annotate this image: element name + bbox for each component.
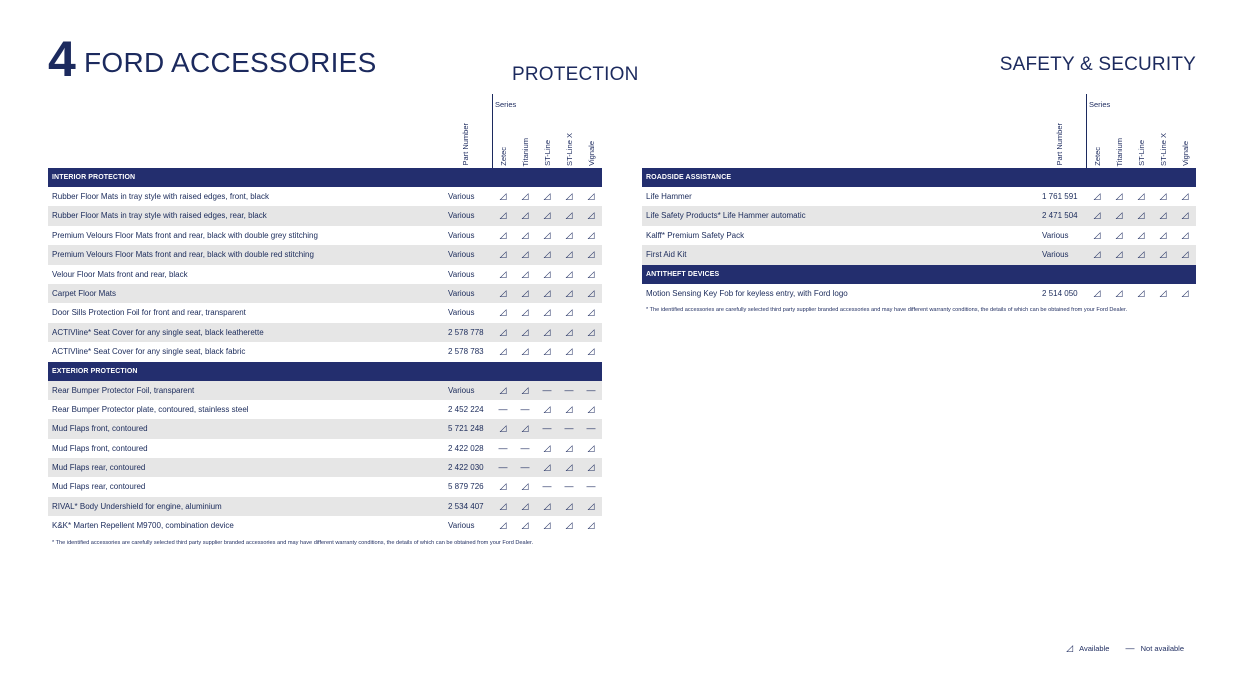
table-row [48, 342, 602, 361]
not-available-icon: — [1125, 643, 1135, 653]
available-icon: ◿ [565, 268, 573, 279]
table-row [48, 206, 602, 225]
available-icon: ◿ [587, 346, 595, 357]
available-icon: ◿ [1093, 229, 1101, 240]
not-available-icon: — [586, 423, 596, 434]
available-icon: ◿ [499, 346, 507, 357]
available-icon: ◿ [565, 500, 573, 511]
column-header: ST-Line [543, 140, 552, 166]
available-icon: ◿ [521, 520, 529, 531]
column-header: Vignale [587, 141, 596, 166]
not-available-icon: — [520, 442, 530, 453]
available-icon: ◿ [1093, 210, 1101, 221]
available-icon: ◿ [1093, 249, 1101, 260]
section-number: 4 [48, 31, 76, 87]
available-icon: ◿ [521, 326, 529, 337]
available-icon: ◿ [543, 500, 551, 511]
available-icon: ◿ [587, 210, 595, 221]
row-description: Mud Flaps rear, contoured [52, 482, 146, 492]
not-available-icon: — [520, 403, 530, 414]
column-header: Vignale [1181, 141, 1190, 166]
not-available-icon: — [498, 403, 508, 414]
available-icon: ◿ [587, 268, 595, 279]
table-header [642, 94, 1196, 168]
available-icon: ◿ [1181, 191, 1189, 201]
column-header: ST-Line X [1159, 133, 1168, 166]
row-part-number: 5 721 248 [448, 424, 484, 434]
row-description: Mud Flaps rear, contoured [52, 463, 146, 473]
available-icon: ◿ [1181, 229, 1189, 240]
column-header: Part Number [461, 123, 470, 166]
row-description: Mud Flaps front, contoured [52, 424, 148, 434]
row-part-number: Various [448, 269, 475, 279]
series-divider [1086, 94, 1087, 168]
legend [1062, 643, 1184, 654]
available-icon: ◿ [1066, 643, 1074, 653]
available-icon: ◿ [1115, 229, 1123, 240]
table-row [48, 245, 602, 264]
table-row [642, 187, 1196, 206]
available-icon: ◿ [499, 423, 507, 434]
available-icon: ◿ [587, 500, 595, 511]
available-icon: ◿ [543, 249, 551, 260]
available-icon: ◿ [521, 500, 529, 511]
available-icon: ◿ [543, 346, 551, 357]
table-row [642, 284, 1196, 303]
safety-security-title: SAFETY & SECURITY [999, 54, 1196, 75]
available-icon: ◿ [543, 268, 551, 279]
available-icon: ◿ [1137, 210, 1145, 221]
not-available-icon: — [564, 481, 574, 492]
available-icon: ◿ [499, 268, 507, 279]
row-description: K&K* Marten Repellent M9700, combination device [52, 521, 234, 531]
available-icon: ◿ [543, 191, 551, 201]
row-part-number: Various [448, 521, 475, 531]
available-icon: ◿ [565, 191, 573, 201]
available-icon: ◿ [521, 287, 529, 298]
column-header: ST-Line X [565, 133, 574, 166]
row-part-number: Various [448, 288, 475, 298]
category-header: INTERIOR PROTECTION [48, 168, 602, 187]
row-description: Rear Bumper Protector Foil, transparent [52, 385, 195, 395]
available-icon: ◿ [521, 268, 529, 279]
table-row [48, 265, 602, 284]
available-icon: ◿ [543, 520, 551, 531]
available-icon: ◿ [1137, 191, 1145, 201]
row-description: Rear Bumper Protector plate, contoured, stainless steel [52, 404, 249, 414]
available-icon: ◿ [499, 326, 507, 337]
available-icon: ◿ [587, 326, 595, 337]
row-description: RIVAL* Body Undershield for engine, aluminium [52, 501, 222, 511]
column-header: ST-Line [1137, 140, 1146, 166]
row-part-number: 2 578 783 [448, 347, 484, 357]
available-icon: ◿ [565, 210, 573, 221]
row-part-number: 5 879 726 [448, 482, 484, 492]
available-icon: ◿ [499, 229, 507, 240]
row-part-number: Various [448, 308, 475, 318]
available-icon: ◿ [1159, 210, 1167, 221]
available-icon: ◿ [543, 403, 551, 414]
row-description: Premium Velours Floor Mats front and rear, black with double red stitching [52, 250, 314, 260]
column-header: Titanium [1115, 137, 1124, 166]
available-icon: ◿ [1181, 210, 1189, 221]
available-icon: ◿ [587, 287, 595, 298]
table-row [642, 206, 1196, 225]
row-description: Kalff* Premium Safety Pack [646, 230, 745, 240]
row-description: Velour Floor Mats front and rear, black [52, 269, 188, 279]
available-icon: ◿ [587, 249, 595, 260]
not-available-icon: — [498, 442, 508, 453]
row-part-number: 2 452 224 [448, 404, 484, 414]
available-icon: ◿ [565, 462, 573, 473]
available-icon: ◿ [499, 384, 507, 395]
not-available-icon: — [542, 481, 552, 492]
available-icon: ◿ [1159, 191, 1167, 201]
not-available-icon: — [564, 423, 574, 434]
row-description: Motion Sensing Key Fob for keyless entry, with Ford logo [646, 288, 848, 298]
available-icon: ◿ [499, 520, 507, 531]
table-row [48, 381, 602, 400]
row-description: ACTIVline* Seat Cover for any single seat, black fabric [52, 347, 246, 357]
row-part-number: 2 422 030 [448, 463, 484, 473]
table-row [642, 245, 1196, 264]
available-icon: ◿ [1093, 191, 1101, 201]
series-divider [492, 94, 493, 168]
table-row [48, 458, 602, 477]
available-icon: ◿ [543, 462, 551, 473]
table-row [48, 477, 602, 496]
available-icon: ◿ [499, 307, 507, 318]
row-part-number: Various [448, 192, 475, 201]
available-icon: ◿ [1093, 287, 1101, 298]
table-row [48, 419, 602, 438]
table-row [642, 226, 1196, 245]
not-available-icon: — [542, 423, 552, 434]
table-row [48, 516, 602, 535]
available-icon: ◿ [1159, 287, 1167, 298]
available-icon: ◿ [587, 307, 595, 318]
available-icon: ◿ [499, 210, 507, 221]
available-icon: ◿ [543, 210, 551, 221]
legend-available-label: Available [1079, 644, 1110, 653]
not-available-icon: — [586, 481, 596, 492]
available-icon: ◿ [543, 229, 551, 240]
row-description: Carpet Floor Mats [52, 288, 117, 298]
available-icon: ◿ [1115, 249, 1123, 260]
footnote: * The identified accessories are carefully selected third party supplier branded accessories and may have different warranty conditions, the details of which can be obtained from your Ford Dealer. [646, 306, 1128, 313]
protection-table [48, 94, 602, 546]
row-description: ACTIVline* Seat Cover for any single seat, black leatherette [52, 327, 264, 337]
available-icon: ◿ [1159, 249, 1167, 260]
row-part-number: Various [448, 230, 475, 240]
available-icon: ◿ [565, 307, 573, 318]
category-header: EXTERIOR PROTECTION [48, 362, 602, 381]
available-icon: ◿ [1181, 287, 1189, 298]
row-part-number: Various [448, 211, 475, 221]
available-icon: ◿ [1137, 229, 1145, 240]
available-icon: ◿ [543, 307, 551, 318]
available-icon: ◿ [499, 191, 507, 201]
table-row [48, 226, 602, 245]
available-icon: ◿ [565, 287, 573, 298]
protection-title: PROTECTION [512, 64, 639, 85]
not-available-icon: — [564, 384, 574, 395]
available-icon: ◿ [499, 287, 507, 298]
available-icon: ◿ [521, 346, 529, 357]
row-part-number: Various [1042, 230, 1069, 240]
row-part-number: Various [1042, 250, 1069, 260]
column-header: Titanium [521, 137, 530, 166]
available-icon: ◿ [1137, 287, 1145, 298]
table-header [48, 94, 602, 168]
not-available-icon: — [498, 462, 508, 473]
available-icon: ◿ [543, 442, 551, 453]
available-icon: ◿ [543, 326, 551, 337]
not-available-icon: — [586, 384, 596, 395]
available-icon: ◿ [1137, 249, 1145, 260]
available-icon: ◿ [521, 229, 529, 240]
available-icon: ◿ [1115, 191, 1123, 201]
row-part-number: Various [448, 250, 475, 260]
row-description: Rubber Floor Mats in tray style with raised edges, front, black [52, 192, 269, 201]
available-icon: ◿ [1181, 249, 1189, 260]
row-description: Door Sills Protection Foil for front and rear, transparent [52, 308, 246, 318]
footnote: * The identified accessories are carefully selected third party supplier branded accessories and may have different warranty conditions, the details of which can be obtained from your Ford Dealer. [52, 539, 534, 546]
table-row [48, 187, 602, 206]
column-header: Zetec [1093, 147, 1102, 166]
available-icon: ◿ [543, 287, 551, 298]
row-description: Life Safety Products* Life Hammer automatic [646, 211, 806, 221]
available-icon: ◿ [587, 229, 595, 240]
available-icon: ◿ [587, 191, 595, 201]
row-part-number: 2 514 050 [1042, 288, 1078, 298]
available-icon: ◿ [565, 249, 573, 260]
row-description: Premium Velours Floor Mats front and rear, black with double grey stitching [52, 230, 318, 240]
available-icon: ◿ [587, 462, 595, 473]
available-icon: ◿ [587, 442, 595, 453]
available-icon: ◿ [565, 520, 573, 531]
column-header: Part Number [1055, 123, 1064, 166]
page-title: FORD ACCESSORIES [84, 47, 377, 78]
table-row [48, 439, 602, 458]
row-part-number: 2 422 028 [448, 443, 484, 453]
available-icon: ◿ [587, 520, 595, 531]
available-icon: ◿ [521, 384, 529, 395]
row-part-number: 1 761 591 [1042, 192, 1078, 201]
available-icon: ◿ [565, 346, 573, 357]
legend-not-available-label: Not available [1140, 644, 1184, 653]
available-icon: ◿ [565, 326, 573, 337]
available-icon: ◿ [587, 403, 595, 414]
available-icon: ◿ [1159, 229, 1167, 240]
available-icon: ◿ [521, 191, 529, 201]
available-icon: ◿ [521, 307, 529, 318]
available-icon: ◿ [521, 249, 529, 260]
row-description: First Aid Kit [646, 250, 687, 260]
row-part-number: 2 534 407 [448, 501, 484, 511]
column-header: Zetec [499, 147, 508, 166]
category-header: ROADSIDE ASSISTANCE [642, 168, 1196, 187]
row-part-number: Various [448, 385, 475, 395]
available-icon: ◿ [499, 500, 507, 511]
not-available-icon: — [520, 462, 530, 473]
series-label: Series [1089, 100, 1111, 109]
available-icon: ◿ [521, 423, 529, 434]
row-description: Mud Flaps front, contoured [52, 443, 148, 453]
available-icon: ◿ [1115, 210, 1123, 221]
category-header: ANTITHEFT DEVICES [642, 265, 1196, 284]
available-icon: ◿ [565, 442, 573, 453]
table-row [48, 323, 602, 342]
table-row [48, 284, 602, 303]
available-icon: ◿ [499, 481, 507, 492]
not-available-icon: — [542, 384, 552, 395]
available-icon: ◿ [521, 481, 529, 492]
row-description: Life Hammer [646, 192, 692, 201]
available-icon: ◿ [1115, 287, 1123, 298]
table-row [48, 497, 602, 516]
safety-security-table [642, 94, 1196, 313]
row-description: Rubber Floor Mats in tray style with raised edges, rear, black [52, 211, 267, 221]
row-part-number: 2 471 504 [1042, 211, 1078, 221]
available-icon: ◿ [565, 403, 573, 414]
available-icon: ◿ [499, 249, 507, 260]
table-row [48, 303, 602, 322]
row-part-number: 2 578 778 [448, 327, 484, 337]
available-icon: ◿ [565, 229, 573, 240]
table-row [48, 400, 602, 419]
available-icon: ◿ [521, 210, 529, 221]
series-label: Series [495, 100, 517, 109]
